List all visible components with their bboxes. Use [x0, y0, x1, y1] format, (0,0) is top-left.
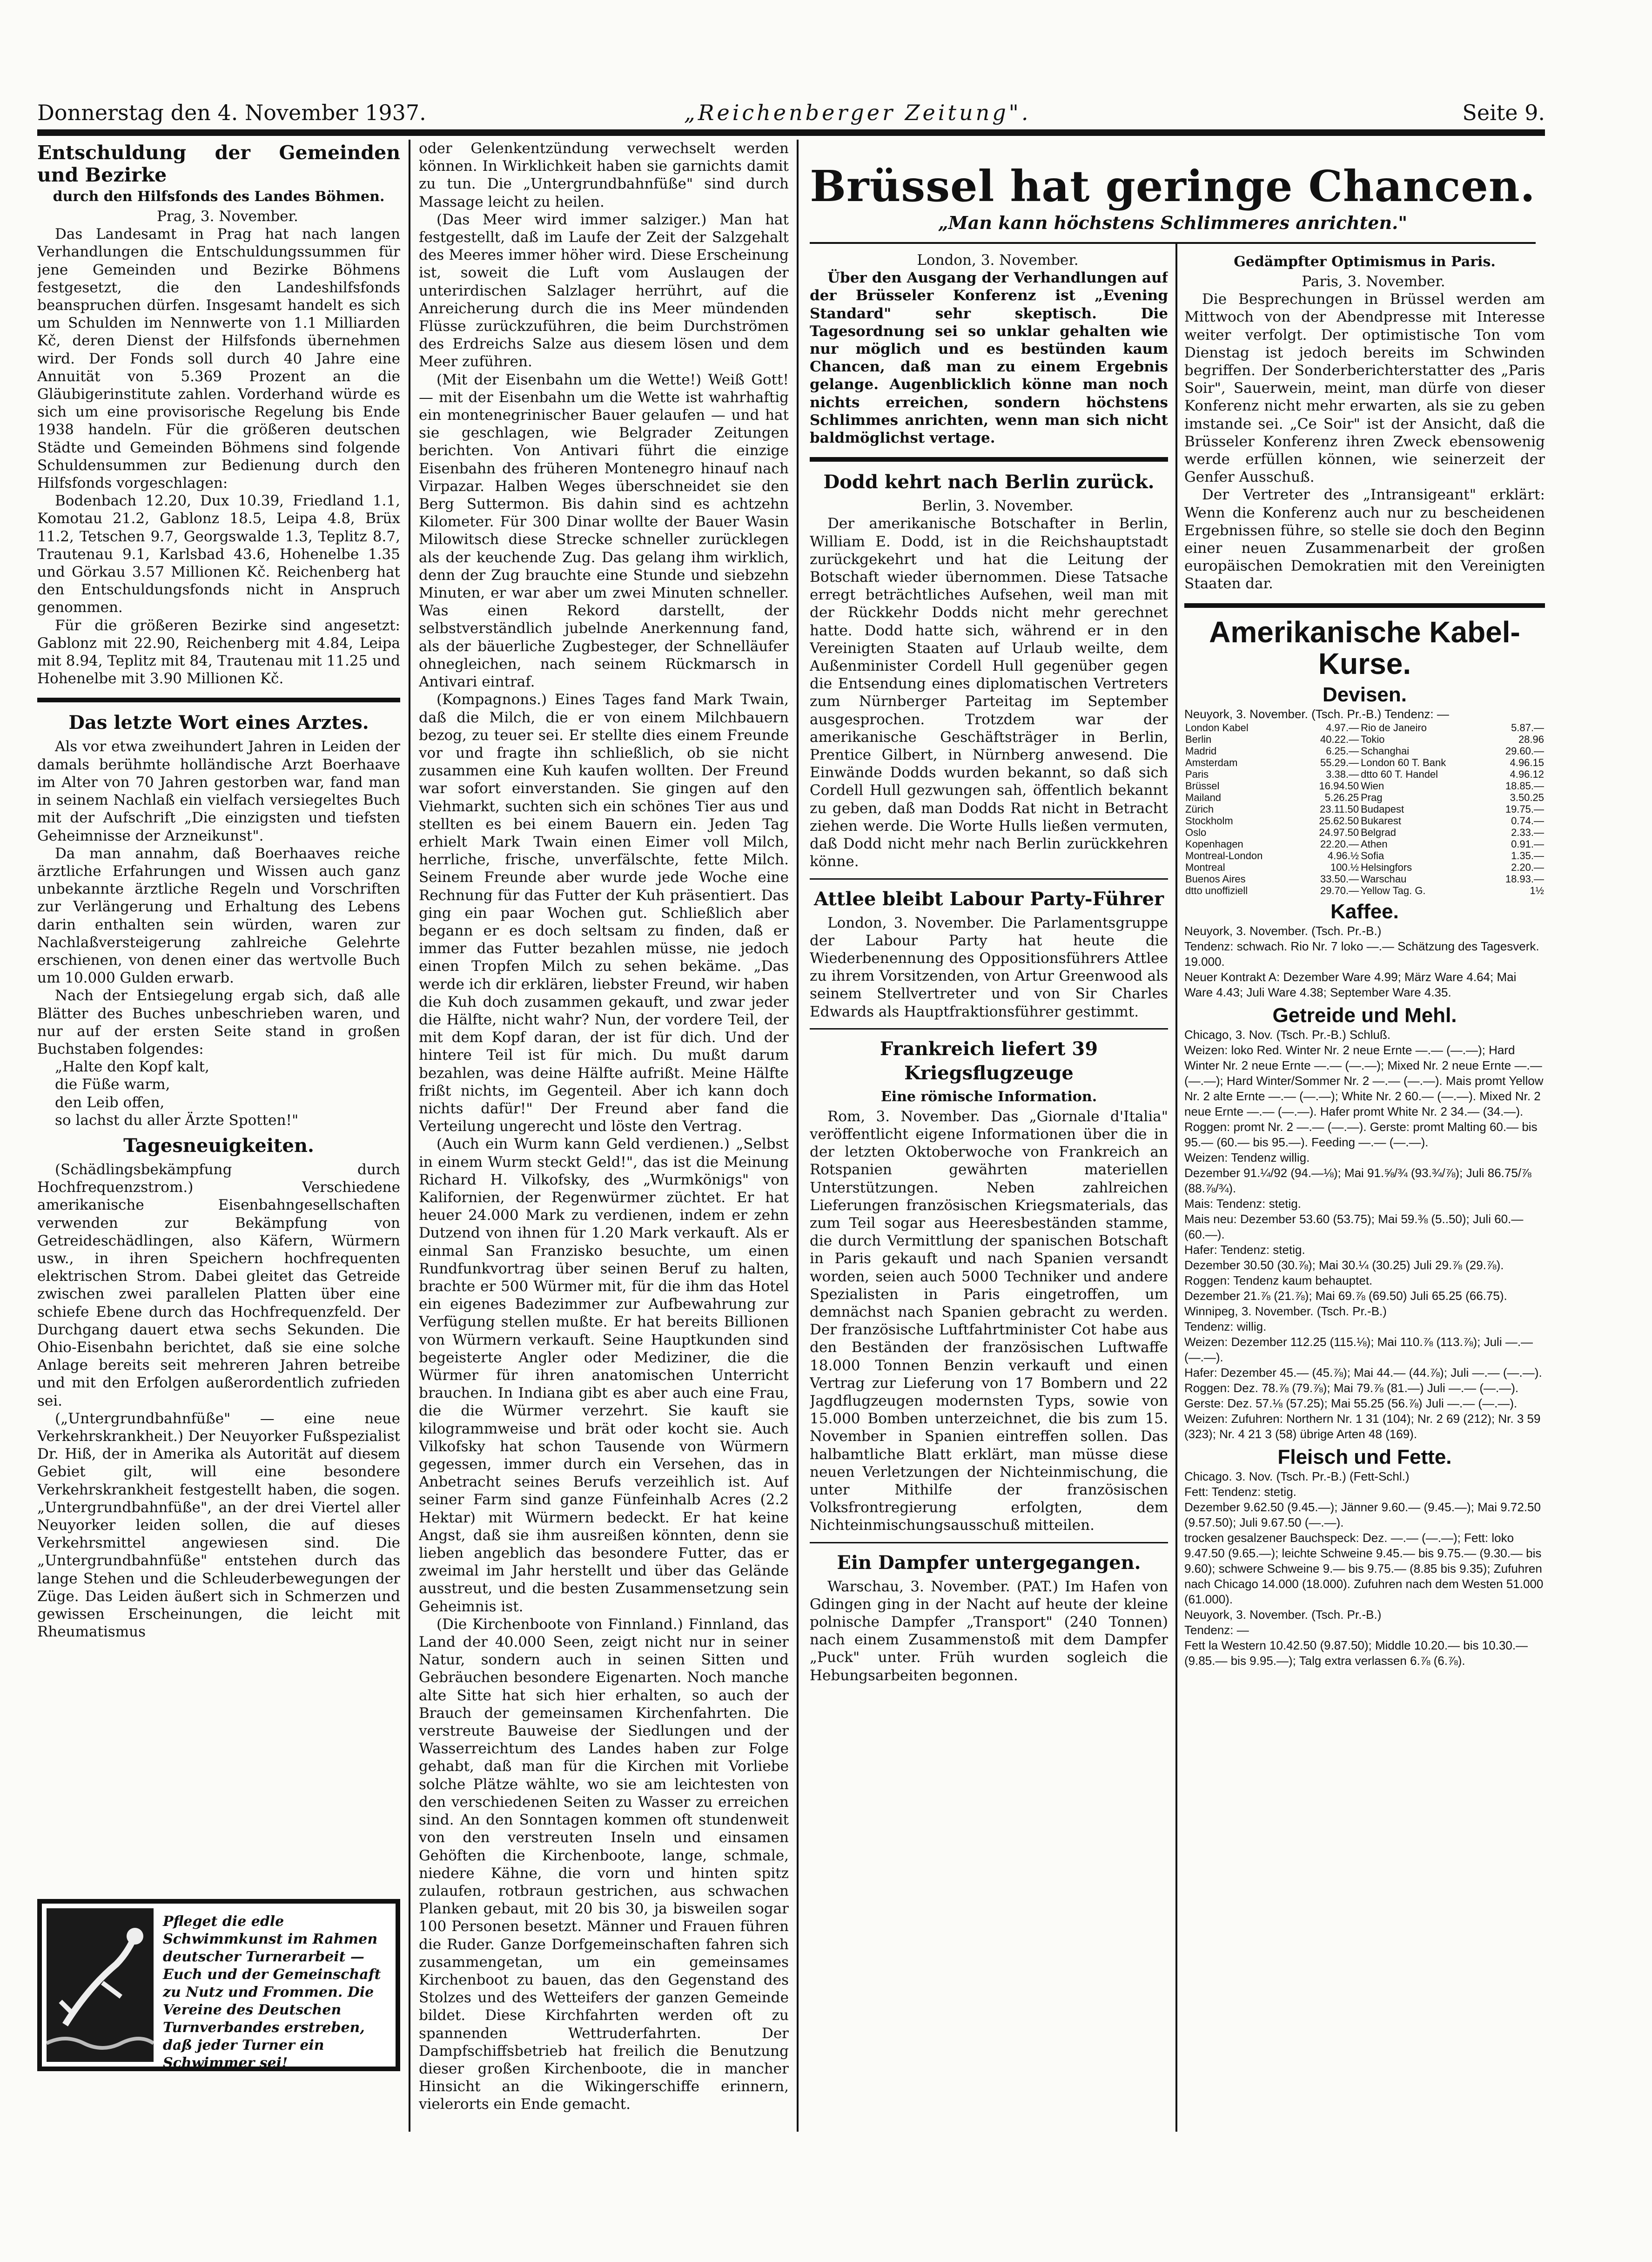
- page-header: [37, 95, 1545, 128]
- article-paragraph: Als vor etwa zweihundert Jahren in Leiden der damals berühmte holländische Arzt Boerhaave im Alter von 70 Jahren gestorben war, fand man in seinem Nachlaß ein vielfach versiegeltes Buch mit der Aufschrift „Die einzigsten und tiefsten Geheimnisse der Arzneikunst".: [37, 738, 400, 844]
- currency-name: Paris: [1185, 768, 1209, 780]
- market-line: Roggen: Dez. 78.⅞ (79.⅞); Mai 79.⅞ (81.—) Juli —.— (—.—).: [1184, 1381, 1519, 1395]
- currency-rate: 55.29.—: [1320, 756, 1359, 768]
- currency-name: Zürich: [1185, 803, 1214, 815]
- market-line: Dezember 21.⅞ (21.⅞); Mai 69.⅞ (69.50) Juli 65.25 (66.75).: [1184, 1289, 1507, 1303]
- header-page-number: Seite 9.: [1462, 100, 1545, 125]
- currency-rate: 4.96.12: [1510, 768, 1544, 780]
- currency-name: Mailand: [1185, 791, 1222, 803]
- currency-row: [1184, 734, 1545, 745]
- market-line: Dezember 30.50 (30.⅞); Mai 30.¼ (30.25) Juli 29.⅞ (29.⅞).: [1184, 1258, 1504, 1272]
- article-paragraph: Der amerikanische Botschafter in Berlin, William E. Dodd, ist in die Reichshauptstadt zurückgekehrt und hat die Leitung der Botschaft wieder übernommen. Diese Tatsache erregt beträchtliches Aufsehen, weil man mit der Rückkehr Dodds nicht mehr gerechnet hatte. Dodd hatte sich, während er in den Vereinigten Staaten auf Urlaub weilte, dem Außenminister Cordell Hull gegenüber gegen die Entsendung eines diplomatischen Vertreters zum Nürnberger Parteitag im September ausgesprochen. Trotzdem war der amerikanische Geschäftsträger in Berlin, Prentice Gilbert, in Nürnberg anwesend. Die Einwände Dodds wurden bekannt, so daß sich Cordell Hull gezwungen sah, öffentlich bekannt zu geben, daß man Dodds Rat nicht in Betracht ziehen werde. Die Worte Hulls ließen vermuten, daß Dodd nicht mehr nach Berlin zurückkehren könne.: [810, 515, 1168, 870]
- column-divider: [409, 140, 410, 2132]
- market-line: Weizen: Zufuhren: Northern Nr. 1 31 (104); Nr. 2 69 (212); Nr. 3 59 (323); Nr. 4 21 3 (58) übrige Arten 48 (169).: [1184, 1412, 1541, 1441]
- currency-name: Tokio: [1361, 733, 1385, 745]
- currency-name: London Kabel: [1185, 721, 1249, 734]
- currency-rate: 1½: [1530, 884, 1544, 896]
- swimmer-icon: [47, 1908, 154, 2062]
- column-4: [1184, 251, 1545, 2132]
- currency-rate: 3.50.25: [1510, 791, 1544, 803]
- market-line: Fett: Tendenz: stetig.: [1184, 1485, 1296, 1499]
- main-headline: Brüssel hat geringe Chancen.: [810, 161, 1536, 211]
- currency-row: [1184, 873, 1545, 885]
- article-title: Dodd kehrt nach Berlin zurück.: [823, 471, 1155, 493]
- article-paragraph: Über den Ausgang der Verhandlungen auf der Brüsseler Konferenz ist „Evening Standard" sehr skeptisch. Die Tagesordnung sei so unklar gehalten wie nur möglich und es bestünden kaum Chancen, daß man zu einem Ergebnis gelange. Augenblicklich könne man noch nichts erreichen, sondern höchstens Schlimmes anrichten, wenn man sich nicht baldmöglichst vertage.: [810, 269, 1168, 447]
- article-paragraph: Da man annahm, daß Boerhaaves reiche ärztliche Erfahrungen und Wissen auch ganz unbekannte ärztliche Regeln und Vorschriften zur Verlängerung und Erhaltung des Lebens darin enthalten sein würden, waren zur Nachlaßversteigerung zahlreiche Gelehrte erschienen, von denen einer das wertvolle Buch um 10.000 Gulden erwarb.: [37, 845, 400, 987]
- article-separator: [810, 1542, 1168, 1543]
- market-line: Tendenz: willig.: [1184, 1320, 1267, 1334]
- currency-name: dtto 60 T. Handel: [1361, 768, 1438, 780]
- column-divider: [797, 140, 799, 2132]
- article-subtitle: Eine römische Information.: [880, 1088, 1097, 1105]
- article-paragraph: oder Gelenkentzündung verwechselt werden können. In Wirklichkeit haben sie garnichts damit zu tun. Die „Untergrundbahnfüße" sind durch Massage leicht zu heilen.: [419, 140, 789, 210]
- article-paragraph: Das Landesamt in Prag hat nach langen Verhandlungen die Entschuldungssummen für jene Gemeinden und Bezirke Böhmens festgesetzt, die den Landeshilfsfonds beanspruchen dürfen. Insgesamt handelt es sich um Schulden im Nennwerte von 1.1 Milliarden Kč, deren Dienst der Hilfsfonds übernehmen wird. Der Fonds soll durch 40 Jahre eine Annuität von 5.369 Prozent an die Gläubigerinstitute zahlen. Vorderhand würde es sich um eine provisorische Regelung bis Ende 1938 handeln. Für die größeren deutschen Städte und Gemeinden Böhmens sind folgende Schuldensummen zur Bedienung durch den Hilfsfonds vorgeschlagen:: [37, 226, 400, 492]
- currency-rate: 18.93.—: [1505, 873, 1544, 885]
- market-line: Mais: Tendenz: stetig.: [1184, 1197, 1301, 1211]
- dateline: Prag, 3. November.: [157, 208, 298, 225]
- currency-rate: 18.85.—: [1505, 780, 1544, 792]
- article-title: Ein Dampfer untergegangen.: [837, 1551, 1141, 1574]
- article-paragraph: London, 3. November. Die Parlamentsgruppe der Labour Party hat heute die Wiederbenennung des Oppositionsführers Attlee zu ihrem Vorsitzenden, von Artur Greenwood als seinem Stellvertreter und von Sir Charles Edwards als Hauptfraktionsführer gestimmt.: [810, 914, 1168, 1020]
- currency-name: Montreal: [1185, 861, 1225, 873]
- currency-row: [1184, 745, 1545, 757]
- article-paragraph: Bodenbach 12.20, Dux 10.39, Friedland 1.1, Komotau 21.2, Gablonz 18.5, Leipa 4.8, Brüx 11.2, Tetschen 9.7, Georgswalde 1.3, Teplitz 8.7, Trautenau 9.1, Karlsbad 43.6, Hohenelbe 1.35 und Görkau 3.57 Millionen Kč. Reichenberg hat den Entschuldungsfonds nicht in Anspruch genommen.: [37, 492, 400, 616]
- market-line: Tendenz: —: [1184, 1623, 1249, 1637]
- section-title: Tagesneuigkeiten.: [123, 1134, 314, 1157]
- currency-row: [1184, 827, 1545, 838]
- currency-name: Madrid: [1185, 745, 1217, 757]
- currency-rate: 4.97.—: [1326, 721, 1359, 734]
- article-paragraph: Der Vertreter des „Intransigeant" erklärt: Wenn die Konferenz auch nur zu bescheidenen Ergebnissen führe, so stelle sie doch den Beginn einer neuen Zusammenarbeit der großen europäischen Demokratien mit den Vereinigten Staaten dar.: [1184, 486, 1545, 592]
- currency-rate: 2.33.—: [1511, 826, 1544, 838]
- currency-name: Rio de Janeiro: [1361, 721, 1427, 734]
- market-subsection-title: Kaffee.: [1330, 900, 1399, 923]
- currency-name: Prag: [1361, 791, 1383, 803]
- currency-name: Brüssel: [1185, 780, 1220, 792]
- market-line: Winnipeg, 3. November. (Tsch. Pr.-B.): [1184, 1304, 1387, 1319]
- market-subsection-title: Getreide und Mehl.: [1272, 1004, 1457, 1027]
- article-paragraph: (Die Kirchenboote von Finnland.) Finnland, das Land der 40.000 Seen, zeigt nicht nur in seiner Natur, sondern auch in seinen Sitten und Gebräuchen besondere Eigenarten. Noch manche alte Sitte hat sich hier erhalten, so auch der Brauch der gemeinsamen Kirchenfahrten. Die verstreute Bauweise der Siedlungen und der Wasserreichtum des Landes haben zur Folge gehabt, daß man für die Kirchen mit Vorliebe solche Plätze wählte, wo sie am leichtesten von den verschiedenen Seiten zu Wasser zu erreichen sind. An den Sonntagen kommen oft stundenweit von den verstreuten Inseln und einsamen Gehöften die Kirchenboote, lange, schmale, niedere Kähne, die vorn und hinten spitz zulaufen, rotbraun gestrichen, aus schwachen Planken gebaut, mit 20 bis 30, ja bisweilen sogar 100 Personen besetzt. Männer und Frauen führen die Ruder. Ganze Dorfgemeinschaften fahren sich zusammengetan, um ein gemeinsames Kirchenboot zu bauen, das den Gegenstand des Stolzes und des Wetteifers der ganzen Gemeinde bildet. Diese Kirchfahrten werden oft zu spannenden Wettruderfahrten. Der Dampfschiffsbetrieb hat freilich die Benutzung dieser großen Kirchenboote, die in mancher Hinsicht an die Wikingerschiffe erinnern, vielerorts ein Ende gemacht.: [419, 1616, 789, 2113]
- currency-name: Schanghai: [1361, 745, 1410, 757]
- currency-name: Yellow Tag. G.: [1361, 884, 1426, 896]
- currency-name: Helsingfors: [1361, 861, 1412, 873]
- column-1: [37, 140, 400, 1894]
- currency-name: Warschau: [1361, 873, 1407, 885]
- header-rule: [37, 129, 1545, 136]
- article-separator: [810, 1028, 1168, 1030]
- article-paragraph: („Untergrundbahnfüße" — eine neue Verkehrskrankheit.) Der Neuyorker Fußspezialist Dr. Hiß, der in Amerika als Autorität auf diesem Gebiet gilt, will eine besondere Verkehrskrankheit festgestellt haben, die sogen. „Untergrundbahnfüße", an der drei Viertel aller Neuyorker leiden sollen, die auf dieses Verkehrsmittel angewiesen sind. Die „Untergrundbahnfüße" entstehen durch das lange Stehen und die Schleuderbewegungen der Züge. Das Leiden äußert sich in Schmerzen und gewissen Erscheinungen, die leicht mit Rheumatismus: [37, 1410, 400, 1641]
- currency-row: [1184, 757, 1545, 768]
- market-section-title: Amerikanische Kabel-Kurse.: [1209, 615, 1520, 680]
- article-paragraph: (Schädlingsbekämpfung durch Hochfrequenzstrom.) Verschiedene amerikanische Eisenbahngesellschaften verwenden zur Bekämpfung von Getreideschädlingen, also Käfern, Würmern usw., in ihren Speichern hochfrequenten elektrischen Strom. Dabei gleitet das Getreide zwischen zwei parallelen Platten über eine schiefe Ebene durch das Hochfrequenzfeld. Der Durchgang dauert etwa sechs Sekunden. Die Ohio-Eisenbahn berichtet, daß sie eine solche Anlage bereits seit mehreren Jahren betreibe und mit den Erfolgen außerordentlich zufrieden sei.: [37, 1161, 400, 1409]
- article-title: Attlee bleibt Labour Party-Führer: [813, 888, 1164, 910]
- currency-name: Athen: [1361, 838, 1388, 850]
- article-paragraph: (Kompagnons.) Eines Tages fand Mark Twain, daß die Milch, die er von einem Milchbauern bezog, zu teuer sei. Er stellte dies einem Freunde vor und fragte ihn schließlich, ob sie nicht zusammen eine Kuh kaufen wollten. Der Freund war sofort einverstanden. Sie gingen auf den Viehmarkt, suchten sich ein schönes Tier aus und stellten es bei einem Bauern ein. Jeden Tag erhielt Mark Twain einen Eimer voll Milch, herrliche, frische, unverfälschte, fette Milch. Seinem Freunde aber wurde jede Woche eine Rechnung für das Futter der Kuh präsentiert. Das ging ein paar Wochen gut. Schließlich aber begann er es doch seltsam zu finden, daß er immer das Futter bezahlen müsse, nie jedoch einen Tropfen Milch zu sehen bekäme. „Das werde ich dir erklären, liebster Freund, wir haben die Kuh doch zusammen gekauft, und zwar jeder die Hälfte, nicht wahr? Nun, der vordere Teil, der mit dem Kopf daran, der ist für dich. Und der hintere Teil ist für mich. Du mußt darum bezahlen, was deine Hälfte aufrißt. Meine Hälfte frißt nichts, im Gegenteil. Aber ich kann doch nichts dafür!" Der Freund aber fand die Verteilung ungerecht und löste den Vertrag.: [419, 691, 789, 1135]
- market-line: Chicago, 3. Nov. (Tsch. Pr.-B.) Schluß.: [1184, 1028, 1391, 1042]
- market-line: Weizen: loko Red. Winter Nr. 2 neue Ernte —.— (—.—); Hard Winter Nr. 2 neue Ernte —.— (—.—); Mixed Nr. 2 neue Ernte —.— (—.—); Hard Winter/Sommer Nr. 2 —.— (—.—). Mais promt Yellow Nr. 2 alte Ernte —.— (—.—); White Nr. 2 60.— (—.—). Mixed Nr. 2 neue Ernte —.— (—.—). Hafer promt White Nr. 2 34.— (34.—). Roggen: promt Nr. 2 —.— (—.—). Gerste: promt Malting 60.— bis 95.— (60.— bis 95.—). Feeding —.— (—.—).: [1184, 1043, 1544, 1150]
- currency-name: Oslo: [1185, 826, 1207, 838]
- market-line: Mais neu: Dezember 53.60 (53.75); Mai 59.⅜ (5..50); Juli 60.— (60.—).: [1184, 1212, 1524, 1242]
- market-line: Neuer Kontrakt A: Dezember Ware 4.99; März Ware 4.64; Mai Ware 4.43; Juli Ware 4.38; September Ware 4.35.: [1184, 970, 1517, 1000]
- market-subsection-title: Devisen.: [1323, 683, 1407, 706]
- article-title: Frankreich liefert 39 Kriegsflugzeuge: [880, 1037, 1098, 1084]
- header-date: Donnerstag den 4. November 1937.: [37, 100, 426, 125]
- currency-table: [1184, 722, 1545, 896]
- article-separator: [810, 878, 1168, 880]
- currency-row: [1184, 768, 1545, 780]
- article-paragraph: Nach der Entsiegelung ergab sich, daß alle Blätter des Buches unbeschrieben waren, und nur auf der ersten Seite stand in großen Buchstaben folgendes:: [37, 987, 400, 1057]
- currency-name: Bukarest: [1361, 815, 1401, 827]
- market-line: Roggen: Tendenz kaum behauptet.: [1184, 1273, 1373, 1288]
- advertisement-box: [37, 1899, 400, 2071]
- currency-name: Montreal-London: [1185, 849, 1263, 862]
- currency-rate: 0.74.—: [1511, 815, 1544, 827]
- article-paragraph: Warschau, 3. November. (PAT.) Im Hafen von Gdingen ging in der Nacht auf heute der kleine polnische Dampfer „Transport" (240 Tonnen) nach einem Zusammenstoß mit dem Dampfer „Puck" unter. Früh wurden sogleich die Hebungsarbeiten begonnen.: [810, 1578, 1168, 1684]
- currency-rate: 0.91.—: [1511, 838, 1544, 850]
- currency-name: Amsterdam: [1185, 756, 1238, 768]
- market-line: Weizen: Tendenz willig.: [1184, 1151, 1310, 1165]
- currency-rate: 4.96.15: [1510, 756, 1544, 768]
- main-subheadline: „Man kann höchstens Schlimmeres anrichten.": [938, 212, 1408, 233]
- currency-name: Wien: [1361, 780, 1384, 792]
- currency-name: dtto unoffiziell: [1185, 884, 1248, 896]
- currency-rate: 29.60.—: [1505, 745, 1544, 757]
- currency-row: [1184, 792, 1545, 803]
- currency-row: [1184, 862, 1545, 873]
- article-separator: [1184, 603, 1545, 608]
- grain-market-list: [1184, 1027, 1545, 1442]
- market-header: Neuyork, 3. November. (Tsch. Pr.-B.) Tendenz: —: [1184, 707, 1449, 721]
- advertisement-text: Pfleget die edle Schwimmkunst im Rahmen deutscher Turnerarbeit — Euch und der Gemeinschaft zu Nutz und Frommen. Die Vereine des Deutschen Turnverbandes erstreben, daß jeder Turner ein Schwimmer sei!: [163, 1913, 381, 2071]
- currency-row: [1184, 850, 1545, 862]
- dateline: London, 3. November.: [917, 252, 1079, 269]
- currency-rate: 28.96: [1518, 733, 1544, 745]
- article-title: Das letzte Wort eines Arztes.: [68, 712, 369, 734]
- currency-name: London 60 T. Bank: [1361, 756, 1446, 768]
- currency-rate: 24.97.50: [1319, 826, 1359, 838]
- poem-line: so lachst du aller Ärzte Spotten!": [55, 1111, 299, 1129]
- currency-row: [1184, 780, 1545, 792]
- dateline: Berlin, 3. November.: [922, 498, 1074, 515]
- currency-name: Sofia: [1361, 849, 1384, 862]
- market-line: Hafer: Dezember 45.— (45.⅞); Mai 44.— (44.⅞); Juli —.— (—.—).: [1184, 1366, 1542, 1380]
- currency-name: Budapest: [1361, 803, 1404, 815]
- article-paragraph: (Mit der Eisenbahn um die Wette!) Weiß Gott! — mit der Eisenbahn um die Wette ist wahrhaftig ein montenegrinischer Bauer gelaufen — und hat sie geschlagen, wie Belgrader Zeitungen berichten. Von Antivari führt die einzige Eisenbahn des früheren Montenegro hinauf nach Virpazar. Halben Weges überschneidet sie den Berg Suttermon. Bis dahin sind es achtzehn Kilometer. Für 300 Dinar wollte der Bauer Wasin Milowitsch diese Strecke schneller zurücklegen als der keuchende Zug. Das gelang ihm wirklich, denn der Zug brauchte eine Stunde und siebzehn Minuten, er war aber um zwei Minuten schneller. Was einen Rekord darstellt, der selbstverständlich jubelnde Anerkennung fand, als der bäuerliche Zugbesteger, der Schnelläufer ohnegleichen, nach seinem Rückmarsch in Antivari eintraf.: [419, 371, 789, 691]
- market-line: Weizen: Dezember 112.25 (115.⅛); Mai 110.⅞ (113.⅞); Juli —.— (—.—).: [1184, 1335, 1533, 1365]
- currency-rate: 22.20.—: [1320, 838, 1359, 850]
- currency-rate: 29.70.—: [1320, 884, 1359, 896]
- currency-rate: 23.11.50: [1320, 803, 1359, 815]
- market-line: Dezember 91.¼/92 (94.—⅛); Mai 91.⅝/¾ (93.¾/⅞); Juli 86.75/⅞ (88.⅞/¾).: [1184, 1166, 1531, 1196]
- market-line: Gerste: Dez. 57.⅛ (57.25); Mai 55.25 (56.⅞) Juli —.— (—.—).: [1184, 1396, 1518, 1411]
- header-paper-name: „Reichenberger Zeitung".: [684, 100, 1031, 125]
- poem-line: den Leib offen,: [55, 1094, 165, 1111]
- currency-row: [1184, 803, 1545, 815]
- market-line: Fett la Western 10.42.50 (9.87.50); Middle 10.20.— bis 10.30.— (9.85.— bis 9.95.—); Talg extra verlassen 6.⅞ (6.⅞).: [1184, 1638, 1528, 1668]
- market-line: Dezember 9.62.50 (9.45.—); Jänner 9.60.— (9.45.—); Mai 9.72.50 (9.57.50); Juli 9.67.50 (—.—).: [1184, 1500, 1541, 1530]
- currency-rate: 6.25.—: [1326, 745, 1359, 757]
- currency-name: Belgrad: [1361, 826, 1396, 838]
- article-paragraph: (Auch ein Wurm kann Geld verdienen.) „Selbst in einem Wurm steckt Geld!", das ist die Meinung Richard H. Vilkofsky, des „Wurmkönigs" von Kalifornien, der Regenwürmer züchtet. Er hat heuer 24.000 Mark zu verdienen, indem er zehn Dutzend von ihnen für 1.20 Mark verkauft. Als er einmal San Franzisko besuchte, um einen Rundfunkvortrag über seinen Beruf zu halten, brachte er 500 Würmer mit, für die ihm das Hotel ein eigenes Badezimmer zur Aufbewahrung zur Verfügung stellen mußte. Er hat bereits Billionen von Würmern verkauft. Seine Hauptkunden sind begeisterte Angler oder Mediziner, die die Würmer für ihren anatomischen Unterricht brauchen. In Indiana gibt es aber auch eine Frau, die die Würmer verzehrt. Sie kauft sie kilogrammweise und brät oder kocht sie. Auch Vilkofsky hat schon Tausende von Würmern gegessen, immer durch ein Versehen, das in Anbetracht seines Berufs verzeihlich ist. Auf seiner Farm sind ganze Fünfeinhalb Acres (2.2 Hektar) mit Würmern bedeckt. Er hat keine Angst, daß sie ihm ausreißen könnten, denn sie lieben angeblich das besondere Futter, das er zweimal im Jahr herstellt und über das Gelände ausstreut, und die besten Zusammensetzung sein Geheimnis ist.: [419, 1136, 789, 1615]
- currency-rate: 5.87.—: [1511, 721, 1544, 734]
- market-subsection-title: Fleisch und Fette.: [1277, 1446, 1452, 1469]
- currency-name: Buenos Aires: [1185, 873, 1246, 885]
- meat-market-list: [1184, 1469, 1545, 1669]
- article-paragraph: Für die größeren Bezirke sind angesetzt: Gablonz mit 22.90, Reichenberg mit 4.84, Leipa mit 8.94, Teplitz mit 84, Trautenau mit 11.25 und Hohenelbe mit 3.90 Millionen Kč.: [37, 617, 400, 687]
- currency-rate: 3.38.—: [1326, 768, 1359, 780]
- article-title: Entschuldung der Gemeinden und Bezirke: [37, 141, 400, 186]
- currency-rate: 33.50.—: [1320, 873, 1359, 885]
- swimmer-illustration: [47, 1908, 154, 2062]
- market-line: Neuyork, 3. November. (Tsch. Pr.-B.): [1184, 1608, 1382, 1622]
- column-3: [810, 251, 1168, 2132]
- dateline: Paris, 3. November.: [1302, 273, 1445, 290]
- market-line: Neuyork, 3. November. (Tsch. Pr.-B.): [1184, 924, 1382, 938]
- currency-row: [1184, 885, 1545, 896]
- currency-rate: 40.22.—: [1320, 733, 1359, 745]
- currency-name: Stockholm: [1185, 815, 1233, 827]
- article-separator: [37, 698, 400, 702]
- poem-line: „Halte den Kopf kalt,: [55, 1058, 209, 1076]
- article-title: Gedämpfter Optimismus in Paris.: [1234, 254, 1496, 270]
- currency-rate: 19.75.—: [1505, 803, 1544, 815]
- market-line: Hafer: Tendenz: stetig.: [1184, 1243, 1305, 1257]
- currency-rate: 25.62.50: [1319, 815, 1359, 827]
- currency-name: Berlin: [1185, 733, 1212, 745]
- article-paragraph: Rom, 3. November. Das „Giornale d'Italia" veröffentlicht eigene Informationen über die in der letzten Oktoberwoche von Frankreich an Rotspanien gewährten materiellen Unterstützungen. Neben zahlreichen Lieferungen französischen Kriegsmaterials, das zum Teil sogar aus Heeresbeständen stamme, die durch Vermittlung der spanischen Botschaft in Paris gekauft und nach Spanien versandt worden, seien auch 5000 Techniker und andere Spezialisten in Paris eingetroffen, um demnächst nach Spanien gebracht zu werden. Der französische Luftfahrtminister Cot habe aus den Beständen der französischen Luftwaffe 18.000 Tonnen Benzin verkauft und einen Vertrag zur Lieferung von 17 Bombern und 22 Jagdflugzeugen modernsten Typs, sowie von 15.000 Bomben unterzeichnet, die bis zum 15. November in Spanien eintreffen sollen. Das halbamtliche Blatt erklärt, man müsse diese neuen Verletzungen der Nichteinmischung, die unter Mithilfe der französischen Volksfrontregierung erfolgten, dem Nichteinmischungsausschuß mitteilen.: [810, 1108, 1168, 1534]
- article-separator: [810, 457, 1168, 462]
- article-subtitle: durch den Hilfsfonds des Landes Böhmen.: [53, 188, 385, 205]
- market-line: trocken gesalzener Bauchspeck: Dez. —.— (—.—); Fett: loko 9.47.50 (9.65.—); leichte Schweine 9.45.— bis 9.75.— (9.30.— bis 9.60); schwere Schweine 9.— bis 9.75.— (8.85 bis 9.35); Zufuhren nach Chicago 14.000 (18.000). Zufuhren nach dem Westen 51.000 (61.000).: [1184, 1531, 1544, 1607]
- currency-row: [1184, 838, 1545, 850]
- currency-rate: 2.20.—: [1511, 861, 1544, 873]
- column-2: [419, 140, 789, 2127]
- market-line: Chicago. 3. Nov. (Tsch. Pr.-B.) (Fett-Schl.): [1184, 1469, 1410, 1484]
- poem-line: die Füße warm,: [55, 1076, 170, 1093]
- currency-rate: 100.½: [1330, 861, 1359, 873]
- market-line: Tendenz: schwach. Rio Nr. 7 loko —.— Schätzung des Tagesverk. 19.000.: [1184, 939, 1539, 969]
- article-paragraph: (Das Meer wird immer salziger.) Man hat festgestellt, daß im Laufe der Zeit der Salzgehalt des Meeres immer höher wird. Diese Erscheinung ist, soweit die Luft vom Auslaugen der unterirdischen Salzlager herrührt, auf die Anreicherung durch die ins Meer mündenden Flüsse zurückzuführen, die beim Durchströmen des Erdreichs Salze aus diesem lösen und dem Meer zuführen.: [419, 211, 789, 370]
- currency-row: [1184, 815, 1545, 827]
- currency-rate: 4.96.½: [1327, 849, 1359, 862]
- currency-rate: 16.94.50: [1319, 780, 1359, 792]
- currency-row: [1184, 722, 1545, 734]
- article-paragraph: Die Besprechungen in Brüssel werden am Mittwoch von der Abendpresse mit Interesse weiter verfolgt. Der optimistische Ton vom Dienstag ist jedoch bereits im Schwinden begriffen. Der Sonderberichterstatter des „Paris Soir", Sauerwein, meint, man dürfe von dieser Konferenz nicht mehr erwarten, als sie zu geben imstande sei. „Ce Soir" ist der Ansicht, daß die Brüsseler Konferenz ihren Zweck ebensowenig werde erfüllen können, wie seinerzeit der Genfer Ausschuß.: [1184, 291, 1545, 486]
- column-divider: [1175, 242, 1177, 2132]
- currency-name: Kopenhagen: [1185, 838, 1243, 850]
- currency-rate: 5.26.25: [1324, 791, 1359, 803]
- currency-rate: 1.35.—: [1511, 849, 1544, 862]
- main-headline-block: [810, 154, 1536, 247]
